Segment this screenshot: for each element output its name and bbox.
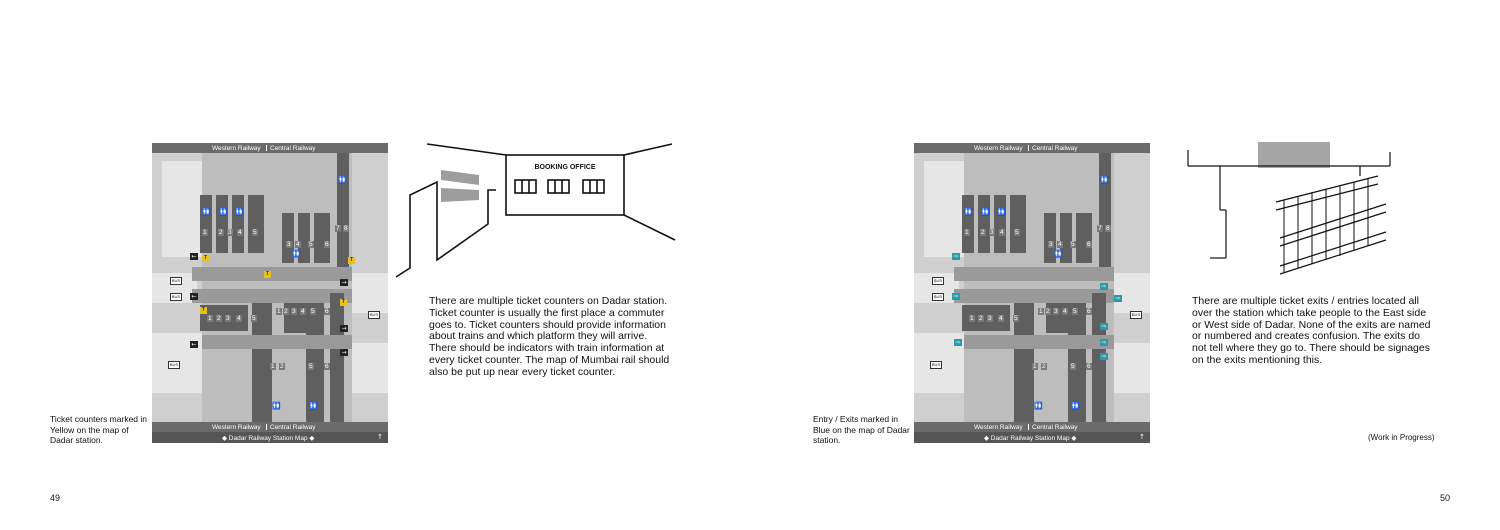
platform-4m: 4 <box>237 315 241 322</box>
platform-5: 5 <box>253 229 257 236</box>
platform-4cm: 4 <box>1063 308 1067 315</box>
platform-1m: 1 <box>208 315 212 322</box>
platform-5m: 5 <box>1014 315 1018 322</box>
platform-2b: 2 <box>280 363 284 370</box>
north-arrow-icon: ↑ <box>1139 433 1145 441</box>
platform-4: 4 <box>1000 229 1004 236</box>
map-header-bar <box>152 143 388 153</box>
platform-5cm: 5 <box>1073 308 1077 315</box>
platform-7: 7 <box>336 225 340 232</box>
ticket-counter-icon: T <box>341 299 346 305</box>
ticket-counter-icon: T <box>265 271 270 277</box>
toilet-icon: 🚻 <box>292 250 301 258</box>
toilet-icon: 🚻 <box>1071 402 1080 410</box>
platform-5c: 5 <box>309 241 313 248</box>
exit-icon: ⇨ <box>953 293 959 300</box>
platform-3cm: 3 <box>1054 308 1058 315</box>
platform-4c: 4 <box>1058 241 1062 248</box>
toilet-icon: 🚻 <box>1034 402 1043 410</box>
arrow-right-icon: → <box>341 349 347 356</box>
map-title-bar <box>914 432 1150 443</box>
arrow-left-icon: ← <box>191 293 197 300</box>
ticket-counter-icon: T <box>349 257 354 263</box>
platform-2m: 2 <box>979 315 983 322</box>
platform-5m: 5 <box>252 315 256 322</box>
platform-5b: 5 <box>1071 363 1075 370</box>
toilet-icon: 🚻 <box>964 208 973 216</box>
bus-icon: BUS <box>933 278 943 283</box>
exit-icon: ⇨ <box>1101 339 1107 346</box>
platform-1m: 1 <box>970 315 974 322</box>
platform-1cm: 1 <box>1039 308 1043 315</box>
left-caption: Ticket counters marked in Yellow on the map of Dadar station. <box>50 414 147 445</box>
platform-3c: 3 <box>1049 241 1053 248</box>
toilet-icon: 🚻 <box>981 208 990 216</box>
work-in-progress-label: (Work in Progress) <box>1368 433 1435 442</box>
right-body-text: There are multiple ticket exits / entries located all over the station which take people to the East side or West side of Dadar. None of the exits are named or numbered and creates confusion. The exits do not tell where they go to. There should be signages on the exits mentioning this. <box>1192 295 1431 366</box>
western-railway-label: Western Railway <box>212 144 261 152</box>
booking-office-sketch <box>392 140 682 282</box>
map-title: ◆ Dadar Railway Station Map ◆ <box>984 435 1077 442</box>
platform-3: 3 <box>990 229 994 236</box>
central-railway-label: Central Railway <box>270 144 316 152</box>
platform-1: 1 <box>203 229 207 236</box>
platform-4m: 4 <box>999 315 1003 322</box>
map-title: ◆ Dadar Railway Station Map ◆ <box>222 435 315 442</box>
toilet-icon: 🚻 <box>272 402 281 410</box>
platform-5cm: 5 <box>311 308 315 315</box>
toilet-icon: 🚻 <box>338 176 347 184</box>
platform-4c: 4 <box>296 241 300 248</box>
left-body-text: There are multiple ticket counters on Dadar station. Ticket counter is usually the first place a commuter goes to. Ticket counters should provide information about trains and which platform they will arrive. There should be indicators with train information at every ticket counter. The map of Mumbai rail should also be put up near every ticket counter. <box>429 295 670 378</box>
platform-3m: 3 <box>226 315 230 322</box>
platform-3cm: 3 <box>292 308 296 315</box>
map-footer-bar <box>152 422 388 432</box>
central-railway-label: Central Railway <box>1032 144 1078 152</box>
arrow-left-icon: ← <box>191 341 197 348</box>
platform-2: 2 <box>981 229 985 236</box>
toilet-icon: 🚻 <box>235 208 244 216</box>
bus-icon: BUS <box>369 312 379 317</box>
western-railway-label: Western Railway <box>974 144 1023 152</box>
platform-4cm: 4 <box>301 308 305 315</box>
map-title-bar <box>152 432 388 443</box>
toilet-icon: 🚻 <box>309 402 318 410</box>
platform-1b: 1 <box>1033 363 1037 370</box>
exit-icon: ⇨ <box>1101 323 1107 330</box>
platform-8: 8 <box>344 225 348 232</box>
central-railway-label: Central Railway <box>1032 423 1078 431</box>
station-map-ticket-counters <box>152 143 388 443</box>
platform-6c: 6 <box>1087 241 1091 248</box>
page-number-left: 49 <box>50 493 61 503</box>
platform-5c: 5 <box>1071 241 1075 248</box>
toilet-icon: 🚻 <box>219 208 228 216</box>
arrow-left-icon: ← <box>191 253 197 260</box>
platform-3m: 3 <box>988 315 992 322</box>
platform-6b: 6 <box>325 363 329 370</box>
platform-7: 7 <box>1098 225 1102 232</box>
toilet-icon: 🚻 <box>202 208 211 216</box>
platform-6b: 6 <box>1087 363 1091 370</box>
arrow-right-icon: → <box>341 279 347 286</box>
platform-6cm: 6 <box>325 308 329 315</box>
bus-icon: BUS <box>933 294 943 299</box>
platform-2cm: 2 <box>284 308 288 315</box>
toilet-icon: 🚻 <box>1054 250 1063 258</box>
toilet-icon: 🚻 <box>1100 176 1109 184</box>
north-arrow-icon: ↑ <box>377 433 383 441</box>
map-header-bar <box>914 143 1150 153</box>
exit-staircase-sketch <box>1180 140 1405 280</box>
exit-icon: ⇨ <box>1101 283 1107 290</box>
platform-8: 8 <box>1106 225 1110 232</box>
exit-icon: ⇨ <box>953 253 959 260</box>
arrow-right-icon: → <box>341 325 347 332</box>
exit-icon: ⇨ <box>955 339 961 346</box>
platform-2: 2 <box>219 229 223 236</box>
platform-4: 4 <box>238 229 242 236</box>
platform-3c: 3 <box>287 241 291 248</box>
platform-2cm: 2 <box>1046 308 1050 315</box>
platform-2b: 2 <box>1042 363 1046 370</box>
bus-icon: BUS <box>1131 312 1141 317</box>
exit-icon: ⇨ <box>1115 295 1121 302</box>
right-caption: Entry / Exits marked in Blue on the map of Dadar station. <box>813 414 910 445</box>
platform-1b: 1 <box>271 363 275 370</box>
platform-5b: 5 <box>309 363 313 370</box>
ticket-counter-icon: T <box>201 307 206 313</box>
central-railway-label: Central Railway <box>270 423 316 431</box>
exit-icon: ⇨ <box>1101 353 1107 360</box>
ticket-counter-icon: T <box>203 255 208 261</box>
western-railway-label: Western Railway <box>974 423 1023 431</box>
platform-2m: 2 <box>217 315 221 322</box>
platform-6cm: 6 <box>1087 308 1091 315</box>
western-railway-label: Western Railway <box>212 423 261 431</box>
toilet-icon: 🚻 <box>997 208 1006 216</box>
bus-icon: BUS <box>931 362 941 367</box>
map-footer-bar <box>914 422 1150 432</box>
platform-1: 1 <box>965 229 969 236</box>
bus-icon: BUS <box>169 362 179 367</box>
page-number-right: 50 <box>1440 493 1451 503</box>
bus-icon: BUS <box>171 294 181 299</box>
platform-1cm: 1 <box>277 308 281 315</box>
bus-icon: BUS <box>171 278 181 283</box>
booking-office-label: BOOKING OFFICE <box>534 164 596 171</box>
platform-6c: 6 <box>325 241 329 248</box>
station-map-exits <box>914 143 1150 443</box>
platform-5: 5 <box>1015 229 1019 236</box>
platform-3: 3 <box>228 229 232 236</box>
